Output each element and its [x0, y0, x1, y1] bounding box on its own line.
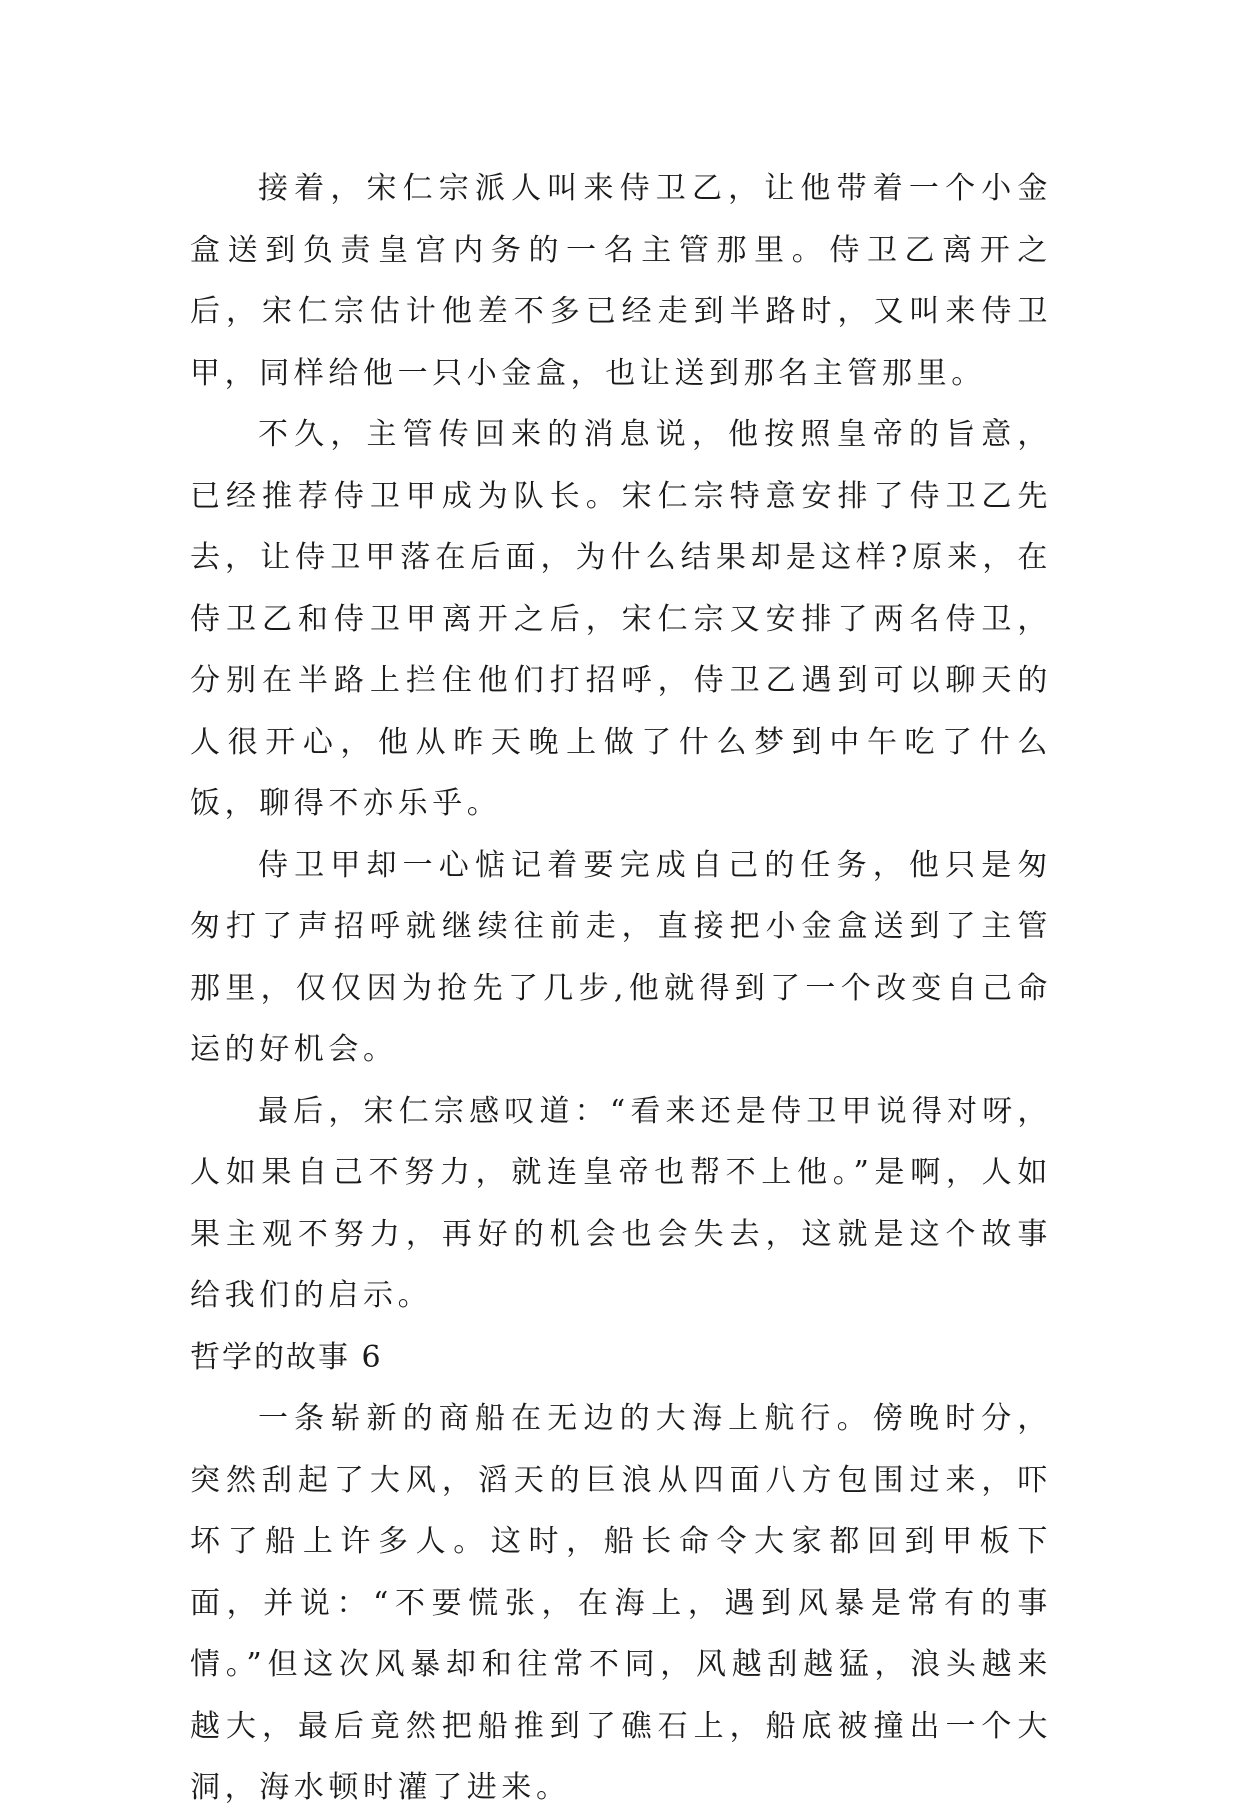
paragraph-4: 最后，宋仁宗感叹道：“看来还是侍卫甲说得对呀，人如果自己不努力，就连皇帝也帮不上他。”是啊，人如果主观不努力，再好的机会也会失去，这就是这个故事给我们的启示。 [190, 1093, 1052, 1313]
document-body [190, 158, 1052, 1819]
section-heading: 哲学的故事 6 [190, 1339, 383, 1375]
paragraph-1: 接着，宋仁宗派人叫来侍卫乙，让他带着一个小金盒送到负责皇宫内务的一名主管那里。侍卫乙离开之后，宋仁宗估计他差不多已经走到半路时，又叫来侍卫甲，同样给他一只小金盒，也让送到那名主管那里。 [190, 171, 1052, 391]
paragraph-3: 侍卫甲却一心惦记着要完成自己的任务，他只是匆匆打了声招呼就继续往前走，直接把小金盒送到了主管那里，仅仅因为抢先了几步,他就得到了一个改变自己命运的好机会。 [190, 847, 1052, 1067]
section-paragraph-1: 一条崭新的商船在无边的大海上航行。傍晚时分，突然刮起了大风，滔天的巨浪从四面八方包围过来，吓坏了船上许多人。这时，船长命令大家都回到甲板下面，并说：“不要慌张，在海上，遇到风暴是常有的事情。”但这次风暴却和往常不同，风越刮越猛，浪头越来越大，最后竟然把船推到了礁石上，船底被撞出一个大洞，海水顿时灌了进来。 [190, 1401, 1052, 1805]
paragraph-2: 不久，主管传回来的消息说，他按照皇帝的旨意，已经推荐侍卫甲成为队长。宋仁宗特意安排了侍卫乙先去，让侍卫甲落在后面，为什么结果却是这样?原来，在侍卫乙和侍卫甲离开之后，宋仁宗又安排了两名侍卫，分别在半路上拦住他们打招呼，侍卫乙遇到可以聊天的人很开心，他从昨天晚上做了什么梦到中午吃了什么饭，聊得不亦乐乎。 [190, 417, 1052, 821]
